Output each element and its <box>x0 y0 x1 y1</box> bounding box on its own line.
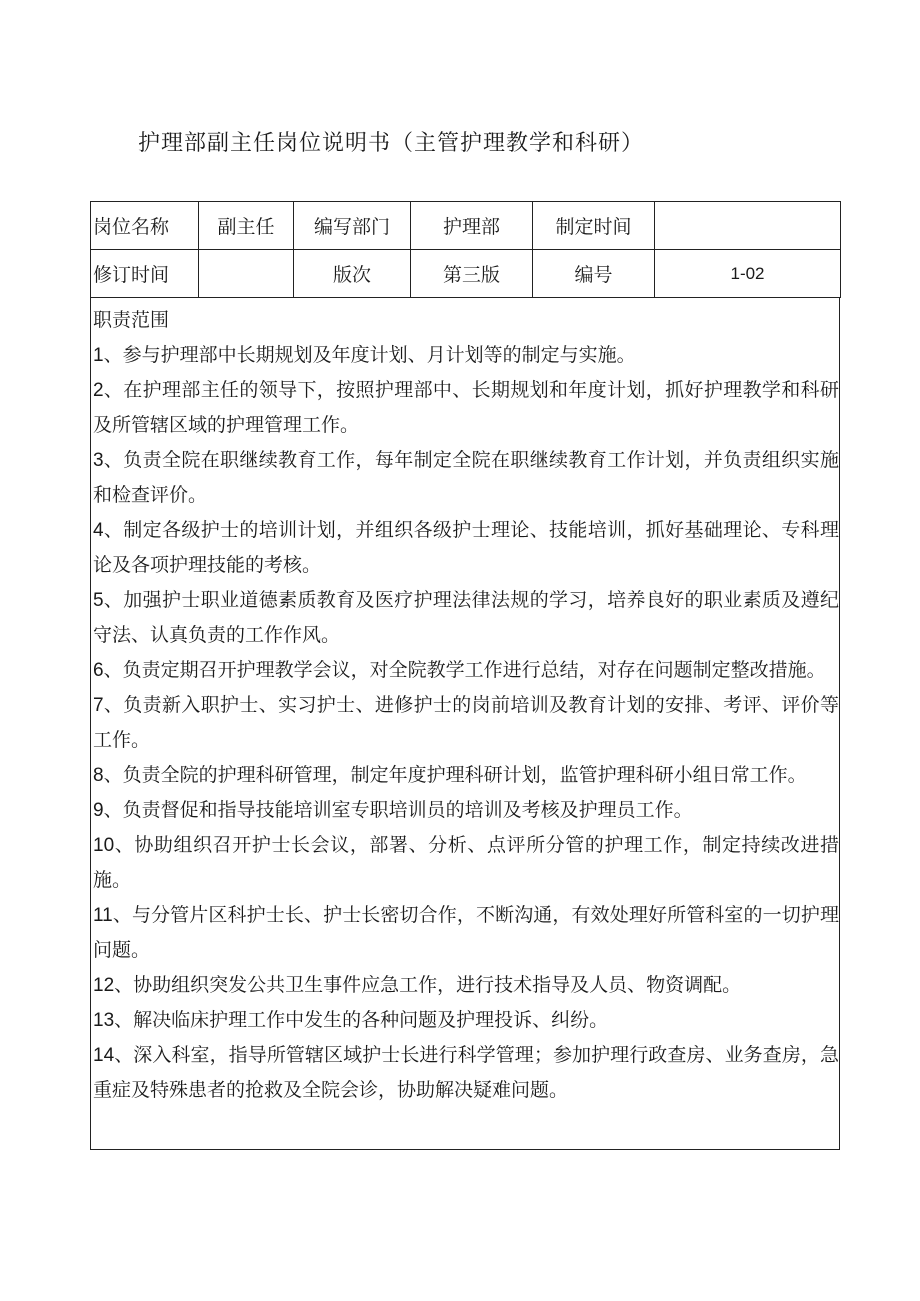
document-number-value: 1-02 <box>655 250 841 298</box>
duty-number: 1 <box>93 345 104 366</box>
document-title: 护理部副主任岗位说明书（主管护理教学和科研） <box>138 131 645 156</box>
edition-label: 版次 <box>294 250 411 298</box>
creation-date-label: 制定时间 <box>533 202 655 250</box>
duty-number: 9 <box>93 800 104 821</box>
duty-text: 、协助组织召开护士长会议，部署、分析、点评所分管的护理工作，制定持续改进措施。 <box>93 834 839 891</box>
position-name-label: 岗位名称 <box>91 202 199 250</box>
creation-date-value <box>655 202 841 250</box>
duty-item <box>93 513 839 583</box>
edition-value: 第三版 <box>411 250 533 298</box>
info-row-1 <box>91 202 841 250</box>
duty-number: 13 <box>93 1010 115 1031</box>
duty-item <box>93 373 839 443</box>
duty-number: 5 <box>93 590 104 611</box>
duty-number: 4 <box>93 520 104 541</box>
duty-number: 3 <box>93 450 104 471</box>
duty-text: 、负责定期召开护理教学会议，对全院教学工作进行总结，对存在问题制定整改措施。 <box>103 659 826 681</box>
duty-text: 、负责督促和指导技能培训室专职培训员的培训及考核及护理员工作。 <box>103 799 693 821</box>
position-name-value: 副主任 <box>199 202 294 250</box>
duty-text: 、与分管片区科护士长、护士长密切合作，不断沟通，有效处理好所管科室的一切护理问题。 <box>93 904 839 961</box>
duties-content <box>91 297 839 1108</box>
duty-item <box>93 898 839 968</box>
duty-number: 2 <box>93 380 104 401</box>
duty-text: 、负责全院在职继续教育工作，每年制定全院在职继续教育工作计划，并负责组织实施和检查评价。 <box>93 449 839 506</box>
revision-date-label: 修订时间 <box>91 250 199 298</box>
duty-text: 、负责全院的护理科研管理，制定年度护理科研计划，监管护理科研小组日常工作。 <box>103 764 807 786</box>
duty-text: 、解决临床护理工作中发生的各种问题及护理投诉、纠纷。 <box>114 1009 609 1031</box>
writing-department-label: 编写部门 <box>294 202 411 250</box>
job-info-table <box>90 201 841 298</box>
duties-heading: 职责范围 <box>93 309 170 331</box>
duty-item <box>93 1038 839 1108</box>
writing-department-value: 护理部 <box>411 202 533 250</box>
info-row-2 <box>91 250 841 298</box>
duty-text: 、制定各级护士的培训计划，并组织各级护士理论、技能培训，抓好基础理论、专科理论及各项护理技能的考核。 <box>93 519 839 576</box>
duty-number: 6 <box>93 660 104 681</box>
duty-text: 、深入科室，指导所管辖区域护士长进行科学管理；参加护理行政查房、业务查房，急重症及特殊患者的抢救及全院会诊，协助解决疑难问题。 <box>93 1044 839 1101</box>
duty-text: 、在护理部主任的领导下，按照护理部中、长期规划和年度计划，抓好护理教学和科研及所管辖区域的护理管理工作。 <box>93 379 839 436</box>
duty-item <box>93 653 839 688</box>
duty-item <box>93 338 839 373</box>
duty-number: 7 <box>93 695 104 716</box>
duty-item <box>93 828 839 898</box>
duty-item <box>93 688 839 758</box>
duty-item <box>93 968 839 1003</box>
duty-number: 10 <box>93 835 115 856</box>
duty-text: 、协助组织突发公共卫生事件应急工作，进行技术指导及人员、物资调配。 <box>114 974 742 996</box>
duty-item <box>93 758 839 793</box>
duty-item <box>93 583 839 653</box>
duty-number: 11 <box>93 905 113 926</box>
revision-date-value <box>199 250 294 298</box>
duty-item <box>93 1003 839 1038</box>
duty-text: 、参与护理部中长期规划及年度计划、月计划等的制定与实施。 <box>103 344 636 366</box>
document-number-label: 编号 <box>533 250 655 298</box>
duty-number: 8 <box>93 765 104 786</box>
duty-number: 14 <box>93 1045 115 1066</box>
duties-section <box>90 297 840 1150</box>
duty-text: 、负责新入职护士、实习护士、进修护士的岗前培训及教育计划的安排、考评、评价等工作。 <box>93 694 839 751</box>
duty-text: 、加强护士职业道德素质教育及医疗护理法律法规的学习，培养良好的职业素质及遵纪守法、认真负责的工作作风。 <box>93 589 839 646</box>
duty-item <box>93 443 839 513</box>
duty-number: 12 <box>93 975 115 996</box>
duty-item <box>93 793 839 828</box>
duties-list <box>93 338 839 1108</box>
